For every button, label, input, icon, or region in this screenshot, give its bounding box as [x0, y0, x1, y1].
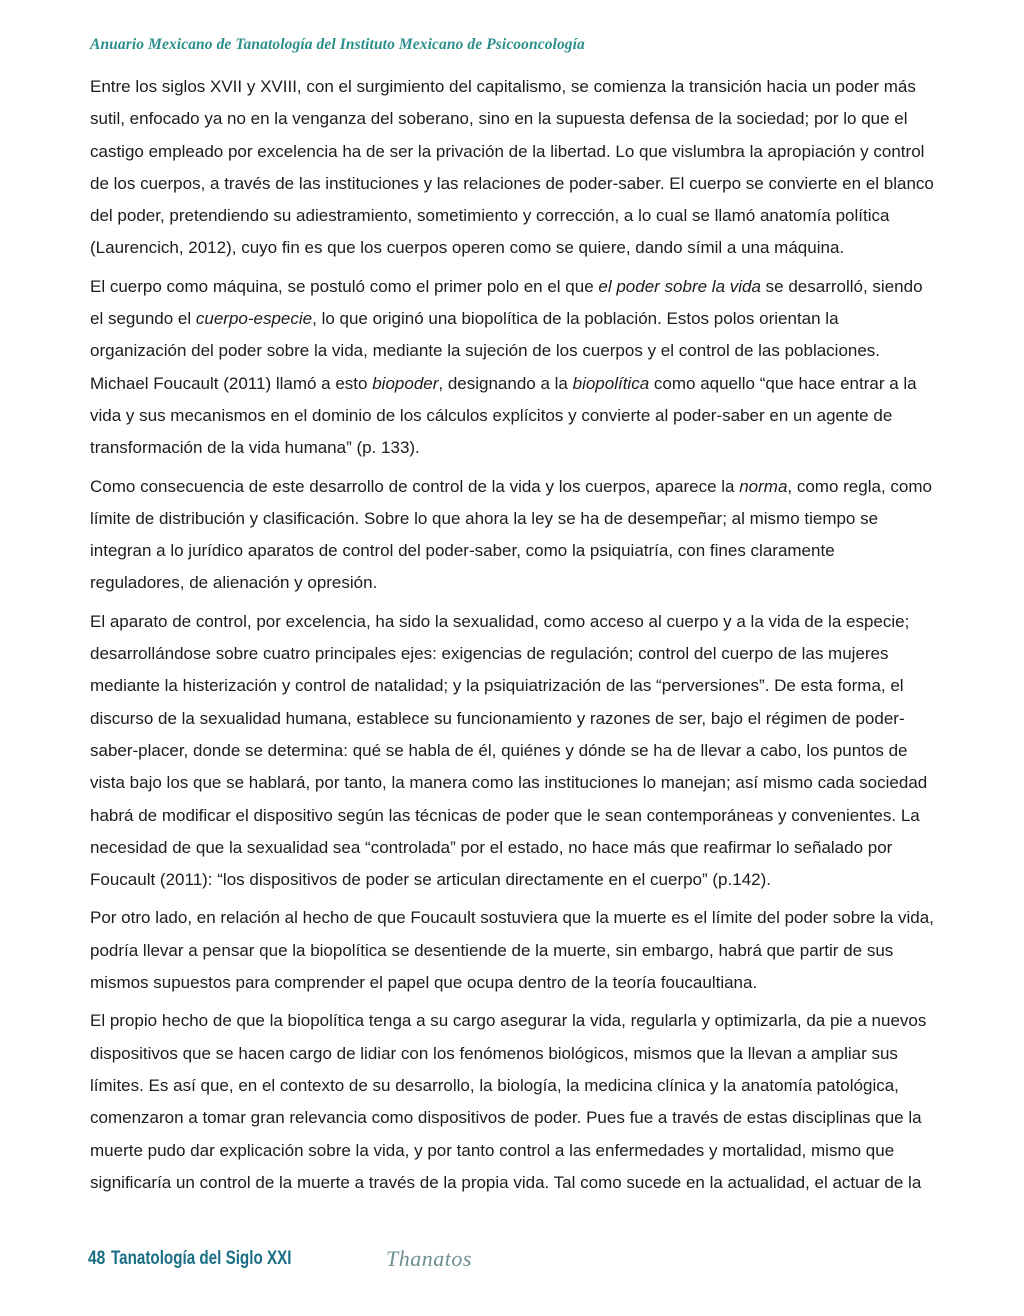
- text-run: (Laurencich, 2012), cuyo fin es que los cuerpos operen como se quiere, dando símil a una máquina.: [90, 238, 845, 258]
- text-run: vida y sus mecanismos en el dominio de los cálculos explícitos y convierte al poder-saber en un agente de: [90, 405, 893, 425]
- page-footer: [88, 1246, 472, 1278]
- thanatos-logo: Thanatos: [386, 1246, 472, 1271]
- text-run: como aquello “que hace entrar a la: [649, 373, 917, 393]
- article-body: [90, 71, 975, 1205]
- text-run: transformación de la vida humana” (p. 133).: [90, 438, 420, 458]
- text-run: necesidad de que la sexualidad sea “controlada” por el estado, no hace más que reafirmar lo señalado por: [90, 837, 893, 857]
- paragraph: [90, 271, 975, 465]
- text-run: habrá de modificar el dispositivo según las técnicas de poder que le sean contemporáneas y convenientes. La: [90, 805, 920, 825]
- text-run: , como regla, como: [787, 476, 932, 496]
- text-run: comenzaron a tomar gran relevancia como dispositivos de poder. Pues fue a través de estas disciplinas que la: [90, 1108, 922, 1128]
- text-run: El propio hecho de que la biopolítica tenga a su cargo asegurar la vida, regularla y optimizarla, da pie a nuevos: [90, 1011, 927, 1031]
- text-run: sutil, enfocado ya no en la venganza del soberano, sino en la supuesta defensa de la sociedad; por lo que el: [90, 109, 908, 129]
- text-run: discurso de la sexualidad humana, establece su funcionamiento y razones de ser, bajo el régimen de poder-: [90, 708, 905, 728]
- text-run: vista bajo los que se hablará, por tanto, la manera como las instituciones lo manejan; así mismo cada sociedad: [90, 773, 928, 793]
- running-header: Anuario Mexicano de Tanatología del Instituto Mexicano de Psicooncología: [90, 36, 585, 53]
- text-line: [90, 1102, 975, 1134]
- text-run: integran a lo jurídico aparatos de control del poder-saber, como la psiquiatría, con fines claramente: [90, 541, 835, 561]
- text-run: El aparato de control, por excelencia, ha sido la sexualidad, como acceso al cuerpo y a la vida de la especie;: [90, 611, 910, 631]
- text-run: límite de distribución y clasificación. Sobre lo que ahora la ley se ha de desempeñar; al mismo tiempo se: [90, 508, 879, 528]
- text-run: reguladores, de alienación y opresión.: [90, 573, 378, 593]
- text-line: [90, 1005, 975, 1037]
- text-run: Como consecuencia de este desarrollo de control de la vida y los cuerpos, aparece la: [90, 476, 740, 496]
- text-run: de los cuerpos, a través de las instituciones y las relaciones de poder-saber. El cuerpo se convierte en el blanco: [90, 173, 934, 193]
- text-line: [90, 670, 975, 702]
- text-run: desarrollándose sobre cuatro principales ejes: exigencias de regulación; control del cuerpo de las mujeres: [90, 644, 889, 664]
- text-run: organización del poder sobre la vida, mediante la sujeción de los cuerpos y el control de las poblaciones.: [90, 341, 881, 361]
- paragraph: [90, 902, 975, 999]
- text-run: Michael Foucault (2011) llamó a esto: [90, 373, 373, 393]
- text-run: castigo empleado por excelencia ha de ser la privación de la libertad. Lo que vislumbra la apropiación y control: [90, 141, 925, 161]
- text-run: saber-placer, donde se determina: qué se habla de él, quiénes y dónde se ha de llevar a cabo, los puntos de: [90, 740, 908, 760]
- text-line: [90, 1038, 975, 1070]
- text-run: , lo que originó una biopolítica de la población. Estos polos orientan la: [312, 309, 839, 329]
- text-line: [90, 503, 975, 535]
- text-line: [90, 864, 975, 896]
- paragraph: [90, 606, 975, 897]
- page-number: 48: [88, 1248, 106, 1269]
- paragraph: [90, 71, 975, 265]
- text-line: [90, 136, 975, 168]
- text-line: [90, 800, 975, 832]
- italic-term: norma: [739, 476, 788, 496]
- text-line: [90, 735, 975, 767]
- text-run: muerte pudo dar explicación sobre la vida, y por tanto control a las enfermedades y mortalidad, mismo que: [90, 1140, 895, 1160]
- text-run: el segundo el: [90, 309, 196, 329]
- text-line: [90, 400, 975, 432]
- text-run: El cuerpo como máquina, se postuló como el primer polo en el que: [90, 276, 599, 296]
- text-line: [90, 1070, 975, 1102]
- text-line: [90, 432, 975, 464]
- text-run: , designando a la: [438, 373, 573, 393]
- text-line: [90, 1135, 975, 1167]
- text-line: [90, 368, 975, 400]
- italic-term: cuerpo-especie: [195, 309, 313, 329]
- text-run: podría llevar a pensar que la biopolítica se desentiende de la muerte, sin embargo, habrá que partir de sus: [90, 940, 894, 960]
- text-line: [90, 103, 975, 135]
- paragraph: [90, 1005, 975, 1199]
- text-line: [90, 606, 975, 638]
- text-line: [90, 168, 975, 200]
- text-line: [90, 232, 975, 264]
- text-line: [90, 703, 975, 735]
- italic-term: el poder sobre la vida: [598, 276, 761, 296]
- text-run: del poder, pretendiendo su adiestramiento, sometimiento y corrección, a lo cual se llamó anatomía política: [90, 206, 890, 226]
- text-run: dispositivos que se hacen cargo de lidiar con los fenómenos biológicos, mismos que la llevan a ampliar sus: [90, 1043, 898, 1063]
- text-line: [90, 767, 975, 799]
- text-line: [90, 935, 975, 967]
- text-run: mediante la histerización y control de natalidad; y la psiquiatrización de las “perversiones”. De esta forma, el: [90, 676, 904, 696]
- text-line: [90, 902, 975, 934]
- text-run: mismos supuestos para comprender el papel que ocupa dentro de la teoría foucaultiana.: [90, 973, 758, 993]
- text-line: [90, 832, 975, 864]
- text-run: límites. Es así que, en el contexto de su desarrollo, la biología, la medicina clínica y la anatomía patológica,: [90, 1075, 899, 1095]
- text-run: se desarrolló, siendo: [760, 276, 923, 296]
- text-line: [90, 567, 975, 599]
- text-line: [90, 71, 975, 103]
- text-line: [90, 200, 975, 232]
- text-line: [90, 471, 975, 503]
- italic-term: biopoder: [372, 373, 439, 393]
- text-line: [90, 535, 975, 567]
- text-line: [90, 967, 975, 999]
- text-line: [90, 303, 975, 335]
- text-run: Entre los siglos XVII y XVIII, con el surgimiento del capitalismo, se comienza la transición hacia un poder más: [90, 77, 916, 96]
- paragraph: [90, 471, 975, 600]
- journal-name: Tanatología del Siglo XXI: [111, 1248, 292, 1269]
- text-run: Por otro lado, en relación al hecho de que Foucault sostuviera que la muerte es el límite del poder sobre la vida,: [90, 908, 934, 928]
- text-line: [90, 271, 975, 303]
- text-line: [90, 1167, 975, 1199]
- text-line: [90, 638, 975, 670]
- italic-term: biopolítica: [572, 373, 650, 393]
- text-run: significaría un control de la muerte a través de la propia vida. Tal como sucede en la actualidad, el actuar de la: [90, 1172, 922, 1192]
- text-run: Foucault (2011): “los dispositivos de poder se articulan directamente en el cuerpo” (p.142).: [90, 870, 771, 890]
- text-line: [90, 335, 975, 367]
